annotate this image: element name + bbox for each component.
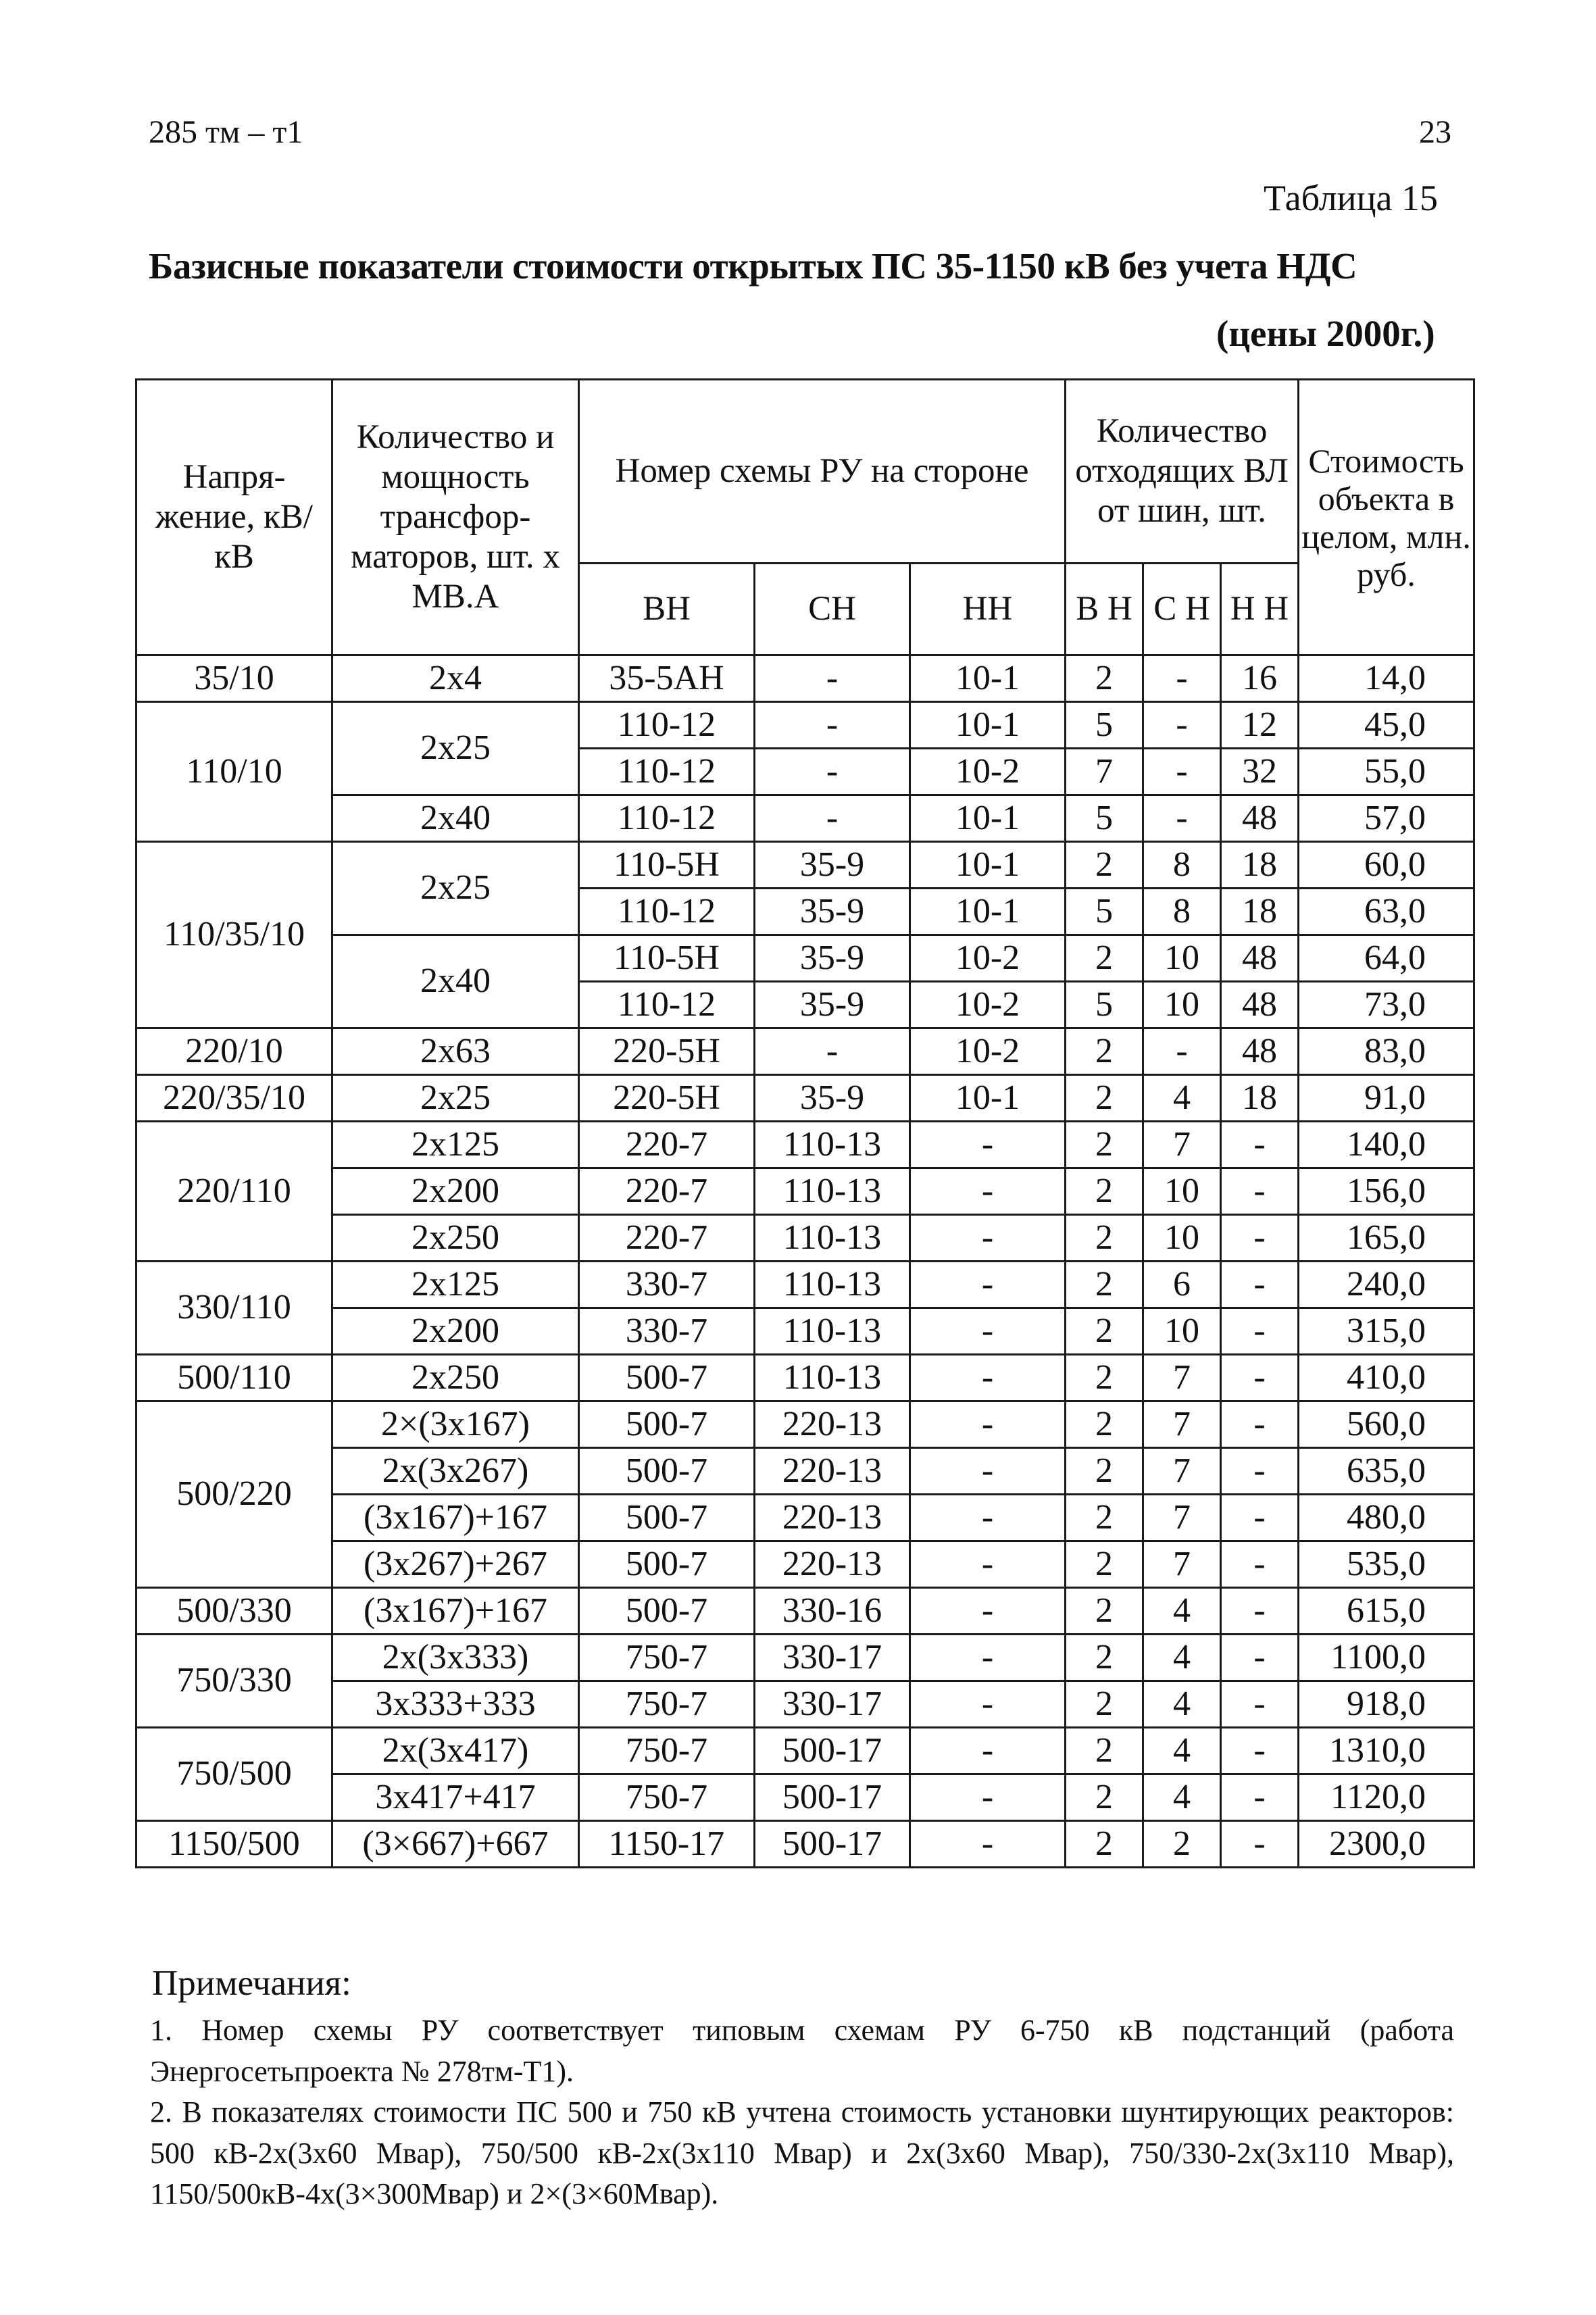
lines-nn-cell: 18 [1221,842,1299,889]
transformers-cell: 2х25 [332,1075,579,1122]
lines-vn-cell: 2 [1066,935,1143,982]
table-row [136,1681,1474,1728]
table-row [136,1028,1474,1075]
table-row [136,1588,1474,1635]
table-row [136,655,1474,702]
lines-vn-cell: 2 [1066,1774,1143,1821]
lines-vn-cell: 2 [1066,1401,1143,1448]
table-number: Таблица 15 [1264,178,1438,218]
lines-sn-cell: 4 [1143,1635,1221,1681]
scheme-sn-cell: 35-9 [755,889,910,935]
lines-nn-cell: - [1221,1541,1299,1588]
lines-nn-cell: 18 [1221,1075,1299,1122]
table-row [136,1448,1474,1495]
cost-cell: 1100,0 [1299,1635,1474,1681]
scheme-vn-cell: 500-7 [579,1588,755,1635]
scheme-sn-cell: 110-13 [755,1215,910,1262]
lines-vn-cell: 2 [1066,1821,1143,1868]
table-title: Базисные показатели стоимости открытых ПС 35-1150 кВ без учета НДС [149,245,1357,287]
scheme-sn-cell: 110-13 [755,1308,910,1355]
lines-nn-cell: 48 [1221,1028,1299,1075]
scheme-nn-cell: - [910,1635,1066,1681]
lines-vn-cell: 2 [1066,1635,1143,1681]
transformers-cell: 2х(3х267) [332,1448,579,1495]
voltage-cell: 35/10 [136,655,332,702]
lines-sn-cell: - [1143,655,1221,702]
voltage-cell: 1150/500 [136,1821,332,1868]
lines-sn-cell: 10 [1143,1215,1221,1262]
scheme-sn-cell: - [755,795,910,842]
scheme-sn-cell: 500-17 [755,1774,910,1821]
lines-sn-cell: 10 [1143,982,1221,1028]
table-row [136,1075,1474,1122]
scheme-sn-cell: 330-16 [755,1588,910,1635]
scheme-sn-cell: 35-9 [755,1075,910,1122]
table-row [136,702,1474,749]
scheme-nn-cell: - [910,1308,1066,1355]
transformers-cell: (3×667)+667 [332,1821,579,1868]
scheme-nn-cell: - [910,1681,1066,1728]
cost-cell: 410,0 [1299,1355,1474,1401]
scheme-nn-cell: 10-1 [910,795,1066,842]
transformers-cell: 2х(3х417) [332,1728,579,1774]
lines-nn-cell: - [1221,1821,1299,1868]
lines-nn-cell: - [1221,1401,1299,1448]
header-lines-sn: С Н [1143,564,1221,655]
cost-cell: 635,0 [1299,1448,1474,1495]
lines-vn-cell: 2 [1066,1728,1143,1774]
transformers-cell: (3х167)+167 [332,1495,579,1541]
note-2: 2. В показателях стоимости ПС 500 и 750 кВ учтена стоимость установки шунтирующих реакторов: 500 кВ-2х(3х60 Мвар), 750/500 кВ-2х(3х110 Мвар) и 2х(3х60 Мвар), 750/330-2х(3х110 Мвар), 1150/500кВ-4х(3×300Мвар) и 2×(3×60Мвар). [150,2095,1454,2211]
lines-vn-cell: 2 [1066,1681,1143,1728]
lines-nn-cell: - [1221,1728,1299,1774]
lines-sn-cell: - [1143,1028,1221,1075]
scheme-sn-cell: 500-17 [755,1728,910,1774]
lines-vn-cell: 5 [1066,889,1143,935]
transformers-cell: 2х(3х333) [332,1635,579,1681]
scheme-nn-cell: - [910,1122,1066,1168]
scheme-nn-cell: 10-1 [910,842,1066,889]
voltage-cell: 750/330 [136,1635,332,1728]
cost-cell: 315,0 [1299,1308,1474,1355]
scheme-vn-cell: 220-7 [579,1215,755,1262]
table-body [136,655,1474,1868]
header-lines-nn: Н Н [1221,564,1299,655]
cost-cell: 615,0 [1299,1588,1474,1635]
table-row [136,1215,1474,1262]
header-vn: ВН [579,564,755,655]
lines-sn-cell: - [1143,702,1221,749]
lines-vn-cell: 7 [1066,749,1143,795]
transformers-cell: (3х167)+167 [332,1588,579,1635]
transformers-cell: 2×(3х167) [332,1401,579,1448]
cost-cell: 91,0 [1299,1075,1474,1122]
scheme-vn-cell: 110-12 [579,889,755,935]
header-lines: Количество отходящих ВЛ от шин, шт. [1066,380,1299,564]
lines-nn-cell: - [1221,1681,1299,1728]
transformers-cell: 2х4 [332,655,579,702]
scheme-vn-cell: 500-7 [579,1495,755,1541]
lines-vn-cell: 2 [1066,655,1143,702]
scheme-nn-cell: - [910,1495,1066,1541]
transformers-cell: 2х63 [332,1028,579,1075]
lines-nn-cell: - [1221,1122,1299,1168]
header-nn: НН [910,564,1066,655]
document-code: 285 тм – т1 [149,114,303,150]
scheme-vn-cell: 500-7 [579,1541,755,1588]
cost-cell: 480,0 [1299,1495,1474,1541]
voltage-cell: 220/110 [136,1122,332,1262]
scheme-vn-cell: 110-12 [579,749,755,795]
scheme-vn-cell: 500-7 [579,1401,755,1448]
scheme-nn-cell: - [910,1821,1066,1868]
scheme-nn-cell: - [910,1541,1066,1588]
scheme-vn-cell: 1150-17 [579,1821,755,1868]
cost-cell: 57,0 [1299,795,1474,842]
cost-cell: 83,0 [1299,1028,1474,1075]
lines-nn-cell: - [1221,1774,1299,1821]
lines-sn-cell: 4 [1143,1728,1221,1774]
voltage-cell: 330/110 [136,1262,332,1355]
scheme-nn-cell: - [910,1588,1066,1635]
cost-cell: 1310,0 [1299,1728,1474,1774]
scheme-nn-cell: 10-1 [910,889,1066,935]
scheme-vn-cell: 330-7 [579,1308,755,1355]
transformers-cell: (3х267)+267 [332,1541,579,1588]
lines-nn-cell: - [1221,1588,1299,1635]
scheme-nn-cell: - [910,1168,1066,1215]
table-row [136,1821,1474,1868]
voltage-cell: 750/500 [136,1728,332,1821]
scheme-sn-cell: - [755,655,910,702]
lines-sn-cell: 10 [1143,1168,1221,1215]
table-row [136,1401,1474,1448]
scheme-sn-cell: 35-9 [755,982,910,1028]
scheme-vn-cell: 500-7 [579,1355,755,1401]
table-row [136,1168,1474,1215]
lines-vn-cell: 2 [1066,842,1143,889]
transformers-cell: 2х250 [332,1215,579,1262]
scheme-sn-cell: 110-13 [755,1168,910,1215]
page-number: 23 [1419,114,1451,150]
scheme-nn-cell: - [910,1448,1066,1495]
lines-nn-cell: 48 [1221,935,1299,982]
scheme-vn-cell: 330-7 [579,1262,755,1308]
lines-vn-cell: 2 [1066,1308,1143,1355]
cost-table [135,378,1475,1868]
transformers-cell: 2х25 [332,842,579,935]
header-transformers: Количество и мощность трансфор-маторов, шт. х МВ.А [332,380,579,655]
lines-sn-cell: 8 [1143,889,1221,935]
table-row [136,1728,1474,1774]
lines-sn-cell: 4 [1143,1588,1221,1635]
scheme-vn-cell: 110-12 [579,795,755,842]
lines-nn-cell: - [1221,1168,1299,1215]
lines-nn-cell: 48 [1221,982,1299,1028]
scheme-vn-cell: 220-5Н [579,1028,755,1075]
voltage-cell: 110/10 [136,702,332,842]
scheme-sn-cell: 35-9 [755,935,910,982]
cost-cell: 560,0 [1299,1401,1474,1448]
note-1: 1. Номер схемы РУ соответствует типовым схемам РУ 6-750 кВ подстанций (работа Энергосетьпроекта № 278тм-Т1). [150,2014,1454,2088]
lines-sn-cell: 4 [1143,1075,1221,1122]
cost-cell: 535,0 [1299,1541,1474,1588]
lines-sn-cell: 6 [1143,1262,1221,1308]
lines-sn-cell: 2 [1143,1821,1221,1868]
table-row [136,1541,1474,1588]
voltage-cell: 500/110 [136,1355,332,1401]
cost-cell: 73,0 [1299,982,1474,1028]
scheme-vn-cell: 750-7 [579,1728,755,1774]
lines-sn-cell: 10 [1143,935,1221,982]
scheme-sn-cell: 110-13 [755,1122,910,1168]
cost-cell: 63,0 [1299,889,1474,935]
scheme-nn-cell: - [910,1215,1066,1262]
transformers-cell: 3х417+417 [332,1774,579,1821]
table-row [136,1355,1474,1401]
scheme-vn-cell: 750-7 [579,1774,755,1821]
lines-vn-cell: 2 [1066,1541,1143,1588]
scheme-sn-cell: 330-17 [755,1681,910,1728]
cost-cell: 2300,0 [1299,1821,1474,1868]
lines-nn-cell: - [1221,1448,1299,1495]
table-row [136,1635,1474,1681]
notes-title: Примечания: [152,1964,351,2003]
scheme-nn-cell: 10-2 [910,1028,1066,1075]
header-voltage: Напря-жение, кВ/кВ [136,380,332,655]
table-row [136,1308,1474,1355]
cost-cell: 156,0 [1299,1168,1474,1215]
lines-vn-cell: 2 [1066,1355,1143,1401]
scheme-vn-cell: 110-12 [579,982,755,1028]
transformers-cell: 2х40 [332,935,579,1028]
lines-vn-cell: 2 [1066,1588,1143,1635]
transformers-cell: 2х125 [332,1122,579,1168]
scheme-vn-cell: 220-7 [579,1168,755,1215]
scheme-vn-cell: 500-7 [579,1448,755,1495]
scheme-vn-cell: 110-12 [579,702,755,749]
lines-sn-cell: 10 [1143,1308,1221,1355]
lines-sn-cell: 4 [1143,1681,1221,1728]
lines-vn-cell: 5 [1066,795,1143,842]
scheme-nn-cell: - [910,1355,1066,1401]
scheme-nn-cell: - [910,1774,1066,1821]
scheme-vn-cell: 35-5АН [579,655,755,702]
lines-vn-cell: 5 [1066,702,1143,749]
lines-sn-cell: 7 [1143,1541,1221,1588]
table-row [136,842,1474,889]
table-row [136,1122,1474,1168]
lines-nn-cell: - [1221,1215,1299,1262]
transformers-cell: 2х200 [332,1168,579,1215]
scheme-nn-cell: 10-1 [910,655,1066,702]
lines-nn-cell: - [1221,1262,1299,1308]
lines-vn-cell: 2 [1066,1262,1143,1308]
lines-sn-cell: 7 [1143,1448,1221,1495]
scheme-vn-cell: 220-7 [579,1122,755,1168]
lines-nn-cell: - [1221,1635,1299,1681]
lines-nn-cell: 18 [1221,889,1299,935]
table-row [136,1262,1474,1308]
transformers-cell: 2х40 [332,795,579,842]
voltage-cell: 110/35/10 [136,842,332,1028]
cost-cell: 64,0 [1299,935,1474,982]
scheme-sn-cell: 330-17 [755,1635,910,1681]
scheme-vn-cell: 220-5Н [579,1075,755,1122]
scheme-vn-cell: 750-7 [579,1681,755,1728]
lines-sn-cell: 7 [1143,1495,1221,1541]
cost-cell: 45,0 [1299,702,1474,749]
lines-nn-cell: - [1221,1355,1299,1401]
lines-nn-cell: 12 [1221,702,1299,749]
cost-cell: 55,0 [1299,749,1474,795]
voltage-cell: 500/220 [136,1401,332,1588]
transformers-cell: 2х25 [332,702,579,795]
lines-vn-cell: 2 [1066,1495,1143,1541]
scheme-nn-cell: 10-1 [910,1075,1066,1122]
scheme-sn-cell: 220-13 [755,1401,910,1448]
scheme-sn-cell: 500-17 [755,1821,910,1868]
lines-nn-cell: - [1221,1308,1299,1355]
scheme-vn-cell: 110-5Н [579,842,755,889]
lines-nn-cell: 16 [1221,655,1299,702]
voltage-cell: 500/330 [136,1588,332,1635]
scheme-nn-cell: 10-2 [910,935,1066,982]
price-note: (цены 2000г.) [1216,313,1435,354]
scheme-nn-cell: - [910,1262,1066,1308]
header-cost: Стоимость объекта в целом, млн. руб. [1299,380,1474,655]
cost-cell: 1120,0 [1299,1774,1474,1821]
lines-sn-cell: 7 [1143,1355,1221,1401]
scheme-nn-cell: 10-1 [910,702,1066,749]
cost-cell: 240,0 [1299,1262,1474,1308]
table-row [136,935,1474,982]
cost-cell: 140,0 [1299,1122,1474,1168]
scheme-sn-cell: 220-13 [755,1448,910,1495]
scheme-sn-cell: 110-13 [755,1262,910,1308]
scheme-vn-cell: 750-7 [579,1635,755,1681]
scheme-sn-cell: - [755,749,910,795]
lines-sn-cell: 8 [1143,842,1221,889]
lines-nn-cell: 48 [1221,795,1299,842]
transformers-cell: 3х333+333 [332,1681,579,1728]
scheme-sn-cell: 110-13 [755,1355,910,1401]
scheme-nn-cell: 10-2 [910,982,1066,1028]
scheme-nn-cell: - [910,1401,1066,1448]
table-row [136,1495,1474,1541]
lines-sn-cell: - [1143,749,1221,795]
cost-cell: 918,0 [1299,1681,1474,1728]
lines-nn-cell: - [1221,1495,1299,1541]
cost-cell: 14,0 [1299,655,1474,702]
header-lines-vn: В Н [1066,564,1143,655]
lines-sn-cell: 7 [1143,1401,1221,1448]
table-row [136,1774,1474,1821]
scheme-sn-cell: 35-9 [755,842,910,889]
scheme-nn-cell: 10-2 [910,749,1066,795]
lines-vn-cell: 2 [1066,1168,1143,1215]
lines-vn-cell: 2 [1066,1215,1143,1262]
lines-nn-cell: 32 [1221,749,1299,795]
header-sn: СН [755,564,910,655]
cost-cell: 165,0 [1299,1215,1474,1262]
lines-sn-cell: - [1143,795,1221,842]
lines-vn-cell: 2 [1066,1448,1143,1495]
table-row [136,795,1474,842]
scheme-sn-cell: - [755,1028,910,1075]
voltage-cell: 220/35/10 [136,1075,332,1122]
scheme-sn-cell: 220-13 [755,1541,910,1588]
scheme-vn-cell: 110-5Н [579,935,755,982]
scheme-nn-cell: - [910,1728,1066,1774]
transformers-cell: 2х125 [332,1262,579,1308]
transformers-cell: 2х200 [332,1308,579,1355]
lines-sn-cell: 4 [1143,1774,1221,1821]
lines-vn-cell: 5 [1066,982,1143,1028]
voltage-cell: 220/10 [136,1028,332,1075]
cost-cell: 60,0 [1299,842,1474,889]
lines-vn-cell: 2 [1066,1122,1143,1168]
lines-sn-cell: 7 [1143,1122,1221,1168]
transformers-cell: 2х250 [332,1355,579,1401]
scheme-sn-cell: 220-13 [755,1495,910,1541]
scheme-sn-cell: - [755,702,910,749]
lines-vn-cell: 2 [1066,1075,1143,1122]
lines-vn-cell: 2 [1066,1028,1143,1075]
header-scheme: Номер схемы РУ на стороне [579,380,1066,564]
